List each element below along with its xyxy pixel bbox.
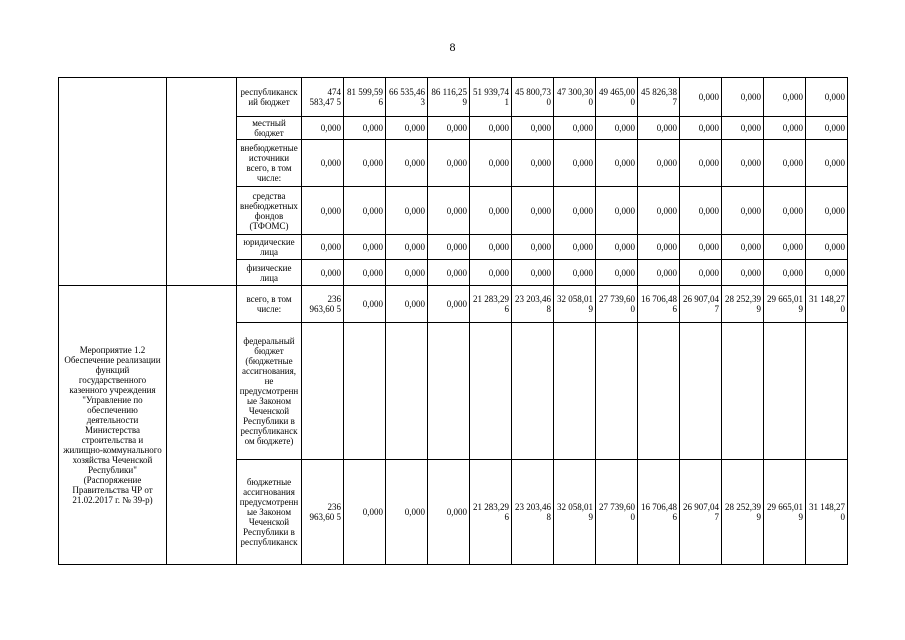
empty-cell [167, 78, 237, 286]
value-cell: 0,000 [428, 140, 470, 187]
value-cell: 0,000 [680, 140, 722, 187]
value-cell [806, 323, 848, 460]
value-cell [722, 323, 764, 460]
value-cell: 0,000 [722, 260, 764, 286]
value-cell: 0,000 [344, 260, 386, 286]
value-cell: 0,000 [596, 140, 638, 187]
value-cell: 0,000 [554, 235, 596, 260]
value-cell: 0,000 [386, 460, 428, 565]
measure-name: Мероприятие 1.2 Обеспечение реализации функций государственного казенного учреждения "Управление по обеспечению деятельности Министерства строительства и жилищно-коммунального хозяйства Чеченской Республики" (Распоряжение Правительства ЧР от 21.02.2017 г. № 39-р) [59, 286, 167, 565]
value-cell: 0,000 [638, 235, 680, 260]
value-cell: 0,000 [722, 235, 764, 260]
value-cell [554, 323, 596, 460]
table-row [59, 78, 848, 117]
value-cell: 0,000 [554, 140, 596, 187]
value-cell: 0,000 [764, 187, 806, 235]
value-cell: 0,000 [680, 235, 722, 260]
value-cell: 29 665,01 9 [764, 286, 806, 323]
value-cell: 45 800,73 0 [512, 78, 554, 117]
value-cell: 0,000 [806, 187, 848, 235]
value-cell [512, 323, 554, 460]
value-cell: 0,000 [512, 187, 554, 235]
value-cell: 16 706,48 6 [638, 460, 680, 565]
value-cell: 0,000 [680, 78, 722, 117]
row-label: юридические лица [237, 235, 302, 260]
value-cell: 0,000 [596, 260, 638, 286]
value-cell: 0,000 [596, 187, 638, 235]
value-cell: 28 252,39 9 [722, 460, 764, 565]
value-cell: 0,000 [764, 260, 806, 286]
value-cell: 0,000 [764, 117, 806, 140]
value-cell: 0,000 [722, 187, 764, 235]
value-cell: 0,000 [512, 117, 554, 140]
value-cell: 0,000 [302, 235, 344, 260]
empty-cell [167, 286, 237, 565]
value-cell: 0,000 [386, 235, 428, 260]
value-cell: 0,000 [302, 187, 344, 235]
value-cell: 23 203,46 8 [512, 460, 554, 565]
value-cell: 0,000 [638, 117, 680, 140]
value-cell: 0,000 [806, 235, 848, 260]
value-cell: 0,000 [722, 140, 764, 187]
value-cell: 0,000 [638, 187, 680, 235]
value-cell: 0,000 [680, 187, 722, 235]
value-cell: 0,000 [386, 187, 428, 235]
value-cell: 0,000 [386, 140, 428, 187]
value-cell: 27 739,60 0 [596, 460, 638, 565]
value-cell: 0,000 [722, 117, 764, 140]
value-cell: 0,000 [764, 140, 806, 187]
value-cell [470, 323, 512, 460]
value-cell: 0,000 [344, 235, 386, 260]
value-cell: 21 283,29 6 [470, 286, 512, 323]
value-cell: 0,000 [512, 260, 554, 286]
value-cell: 32 058,01 9 [554, 460, 596, 565]
value-cell: 0,000 [596, 235, 638, 260]
value-cell: 0,000 [806, 260, 848, 286]
value-cell: 0,000 [302, 260, 344, 286]
row-label: республиканск ий бюджет [237, 78, 302, 117]
value-cell [596, 323, 638, 460]
value-cell: 0,000 [386, 117, 428, 140]
value-cell: 0,000 [764, 235, 806, 260]
value-cell: 66 535,46 3 [386, 78, 428, 117]
row-label: бюджетные ассигнования предусмотренн ые Законом Чеченской Республики в республиканск [237, 460, 302, 565]
value-cell: 0,000 [302, 117, 344, 140]
value-cell: 236 963,60 5 [302, 460, 344, 565]
value-cell: 0,000 [344, 460, 386, 565]
row-label: физические лица [237, 260, 302, 286]
value-cell: 0,000 [428, 460, 470, 565]
value-cell: 31 148,27 0 [806, 286, 848, 323]
table-row [59, 286, 848, 323]
budget-table [58, 77, 848, 565]
value-cell: 29 665,01 9 [764, 460, 806, 565]
value-cell: 0,000 [428, 187, 470, 235]
value-cell: 474 583,47 5 [302, 78, 344, 117]
value-cell: 0,000 [470, 235, 512, 260]
value-cell: 31 148,27 0 [806, 460, 848, 565]
row-label: внебюджетные источники всего, в том числе: [237, 140, 302, 187]
value-cell: 47 300,30 0 [554, 78, 596, 117]
value-cell: 28 252,39 9 [722, 286, 764, 323]
value-cell: 0,000 [428, 117, 470, 140]
value-cell: 0,000 [806, 78, 848, 117]
value-cell: 0,000 [638, 140, 680, 187]
value-cell: 0,000 [470, 187, 512, 235]
value-cell: 0,000 [554, 260, 596, 286]
value-cell [428, 323, 470, 460]
value-cell: 0,000 [344, 286, 386, 323]
row-label: всего, в том числе: [237, 286, 302, 323]
value-cell: 0,000 [386, 260, 428, 286]
value-cell: 0,000 [344, 140, 386, 187]
row-label: местный бюджет [237, 117, 302, 140]
value-cell: 0,000 [680, 117, 722, 140]
row-label: средства внебюджетных фондов (ТФОМС) [237, 187, 302, 235]
value-cell: 27 739,60 0 [596, 286, 638, 323]
value-cell: 0,000 [344, 117, 386, 140]
value-cell: 0,000 [680, 260, 722, 286]
value-cell: 0,000 [806, 140, 848, 187]
value-cell [764, 323, 806, 460]
value-cell: 0,000 [722, 78, 764, 117]
value-cell: 49 465,00 0 [596, 78, 638, 117]
value-cell: 0,000 [470, 140, 512, 187]
value-cell: 26 907,04 7 [680, 286, 722, 323]
page-number: 8 [449, 40, 456, 54]
value-cell: 0,000 [764, 78, 806, 117]
value-cell: 0,000 [386, 286, 428, 323]
value-cell: 0,000 [554, 187, 596, 235]
value-cell: 45 826,38 7 [638, 78, 680, 117]
empty-cell [59, 78, 167, 286]
value-cell: 0,000 [596, 117, 638, 140]
value-cell [302, 323, 344, 460]
value-cell: 0,000 [344, 187, 386, 235]
value-cell: 0,000 [470, 117, 512, 140]
value-cell: 0,000 [428, 235, 470, 260]
value-cell: 21 283,29 6 [470, 460, 512, 565]
value-cell [638, 323, 680, 460]
value-cell: 51 939,74 1 [470, 78, 512, 117]
value-cell: 0,000 [638, 260, 680, 286]
value-cell: 0,000 [512, 140, 554, 187]
value-cell: 16 706,48 6 [638, 286, 680, 323]
value-cell: 0,000 [806, 117, 848, 140]
value-cell: 0,000 [428, 260, 470, 286]
value-cell: 32 058,01 9 [554, 286, 596, 323]
value-cell: 0,000 [302, 140, 344, 187]
value-cell: 0,000 [470, 260, 512, 286]
value-cell: 0,000 [512, 235, 554, 260]
value-cell [386, 323, 428, 460]
value-cell: 86 116,25 9 [428, 78, 470, 117]
row-label: федеральный бюджет (бюджетные ассигнования, не предусмотренн ые Законом Чеченской Республики в республиканск ом бюджете) [237, 323, 302, 460]
value-cell: 23 203,46 8 [512, 286, 554, 323]
value-cell: 26 907,04 7 [680, 460, 722, 565]
value-cell: 81 599,59 6 [344, 78, 386, 117]
value-cell [344, 323, 386, 460]
value-cell [680, 323, 722, 460]
value-cell: 0,000 [428, 286, 470, 323]
value-cell: 0,000 [554, 117, 596, 140]
value-cell: 236 963,60 5 [302, 286, 344, 323]
